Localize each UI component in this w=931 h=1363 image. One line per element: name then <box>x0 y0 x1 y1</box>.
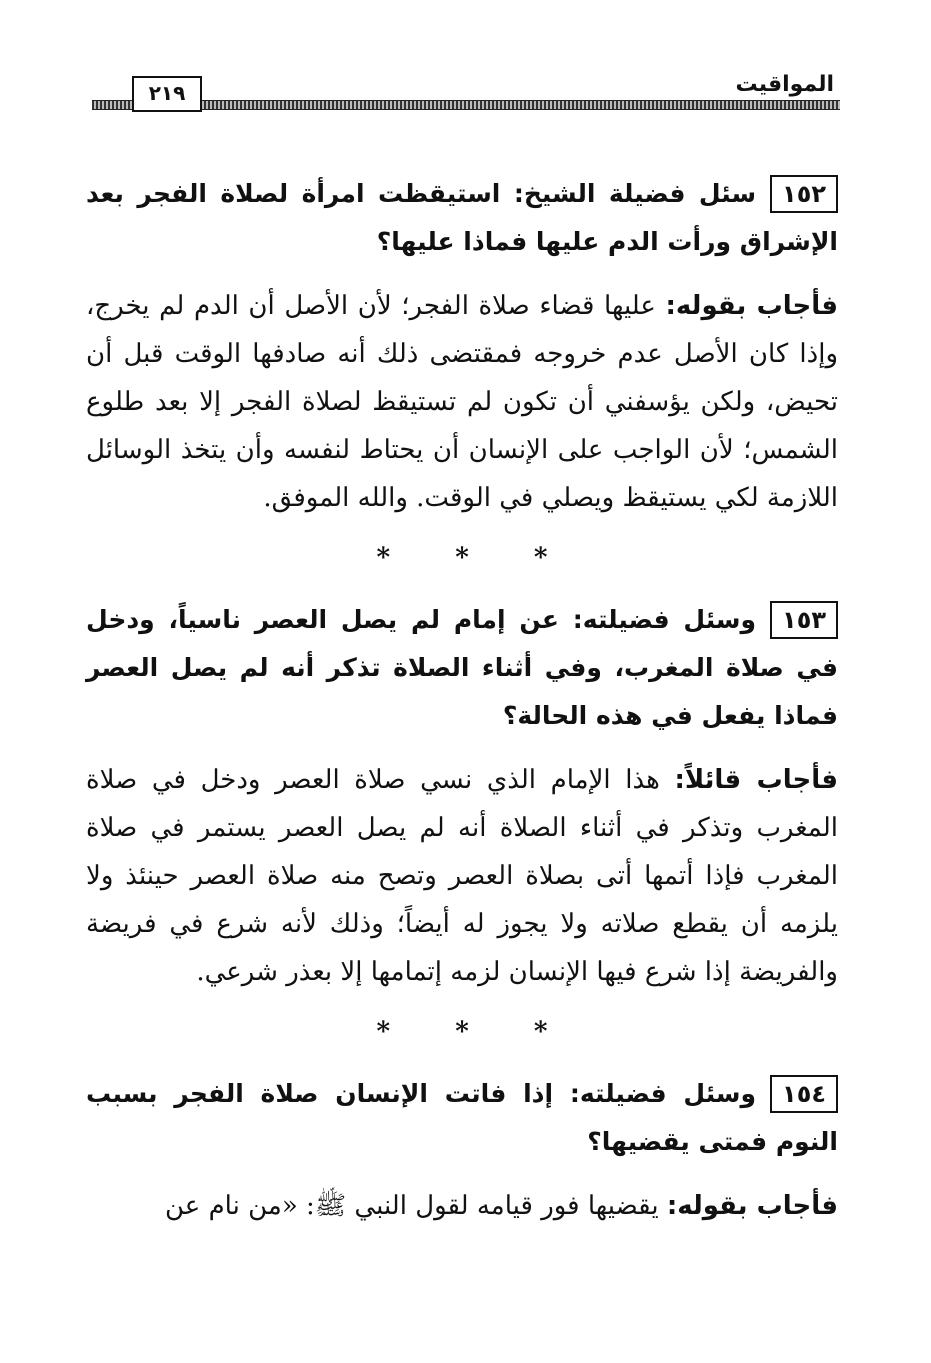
qa-entry-152 <box>86 170 838 522</box>
question <box>86 1070 838 1166</box>
chapter-title: المواقيت <box>735 72 834 97</box>
answer-text: عليها قضاء صلاة الفجر؛ لأن الأصل أن الدم لم يخرج، وإذا كان الأصل عدم خروجه فمقتضى ذلك أنه صادفها الوقت قبل أن تحيض، ولكن يؤسفني أن تكون لم تستيقظ لصلاة الفجر إلا بعد طلوع الشمس؛ لأن الواجب على الإنسان أن يحتاط لنفسه وأن يتخذ الوسائل اللازمة لكي يستيقظ ويصلي في الوقت. والله الموفق. <box>86 291 838 513</box>
question-text: وسئل فضيلته: عن إمام لم يصل العصر ناسياً، ودخل في صلاة المغرب، وفي أثناء الصلاة تذكر أنه لم يصل العصر فماذا يفعل في هذه الحالة؟ <box>86 605 838 730</box>
answer-lead: فأجاب بقوله: <box>665 291 839 321</box>
answer-lead: فأجاب بقوله: <box>666 1191 838 1221</box>
page-content <box>86 170 838 1230</box>
page-header <box>92 72 840 112</box>
answer <box>86 756 838 996</box>
question-text: سئل فضيلة الشيخ: استيقظت امرأة لصلاة الفجر بعد الإشراق ورأت الدم عليها فماذا عليها؟ <box>86 179 838 256</box>
section-divider: * * * <box>376 1017 576 1047</box>
qa-entry-154 <box>86 1070 838 1230</box>
answer-lead: فأجاب قائلاً: <box>674 765 839 795</box>
question <box>86 170 838 266</box>
question-text: وسئل فضيلته: إذا فاتت الإنسان صلاة الفجر بسبب النوم فمتى يقضيها؟ <box>86 1079 838 1156</box>
answer-text: هذا الإمام الذي نسي صلاة العصر ودخل في صلاة المغرب وتذكر في أثناء الصلاة أنه لم يصل العصر يستمر في صلاة المغرب فإذا أتمها أتى بصلاة العصر وتصح منه صلاة العصر حينئذ ولا يلزمه أن يقطع صلاته ولا يجوز له أيضاً؛ وذلك لأنه شرع في فريضة والفريضة إذا شرع فيها الإنسان لزمه إتمامها إلا بعذر شرعي. <box>86 765 838 987</box>
page-number: ٢١٩ <box>132 76 202 112</box>
qa-entry-153 <box>86 596 838 996</box>
answer <box>86 1182 838 1230</box>
answer-text: يقضيها فور قيامه لقول النبي ﷺ: «من نام عن <box>165 1191 659 1221</box>
question <box>86 596 838 740</box>
question-number: ١٥٤ <box>770 1075 838 1113</box>
question-number: ١٥٣ <box>770 601 838 639</box>
header-rule <box>92 100 840 110</box>
answer <box>86 282 838 522</box>
section-divider: * * * <box>376 543 576 573</box>
question-number: ١٥٢ <box>770 175 838 213</box>
